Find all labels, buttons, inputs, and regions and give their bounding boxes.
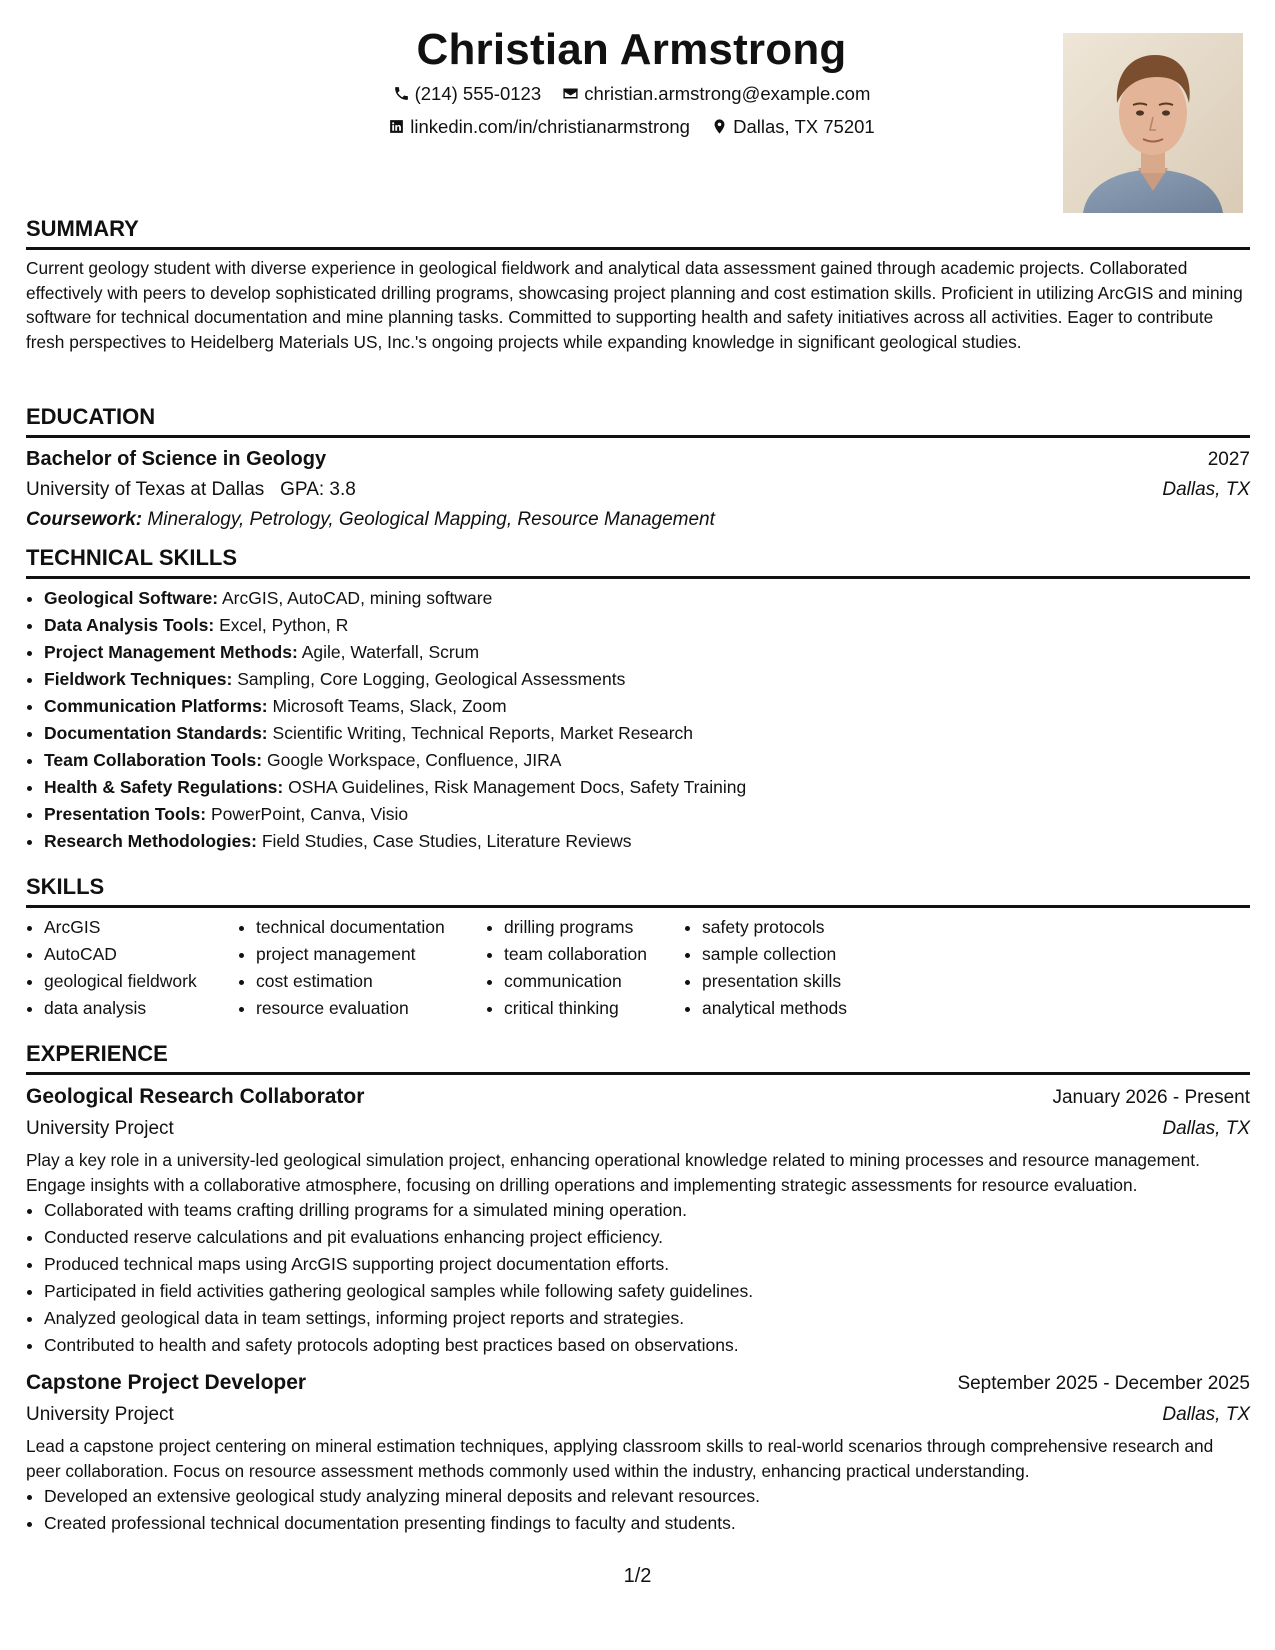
job-bullet: • Conducted reserve calculations and pit evaluations enhancing project efficiency.: [44, 1224, 1250, 1251]
job-title: Capstone Project Developer: [26, 1371, 307, 1394]
job-bullet: • Developed an extensive geological study analyzing mineral deposits and relevant resources.: [44, 1483, 1250, 1510]
job-dates: September 2025 - December 2025: [957, 1373, 1250, 1394]
job-dates: January 2026 - Present: [1052, 1087, 1250, 1108]
education-heading: EDUCATION: [26, 404, 156, 429]
job-bullets: [26, 1197, 1250, 1359]
linkedin-contact[interactable]: [388, 111, 690, 142]
technical-skill-value: ArcGIS, AutoCAD, mining software: [221, 588, 493, 608]
technical-skills-list: [26, 585, 1250, 855]
technical-skill-value: Google Workspace, Confluence, JIRA: [266, 750, 562, 770]
job-bullet: • Produced technical maps using ArcGIS supporting project documentation efforts.: [44, 1251, 1250, 1278]
location-contact: [711, 111, 875, 142]
technical-skill-value: Scientific Writing, Technical Reports, Market Research: [272, 723, 694, 743]
technical-skills-heading: TECHNICAL SKILLS: [26, 545, 238, 570]
technical-skill-label: Project Management Methods:: [44, 642, 298, 662]
section-divider: [26, 1072, 1250, 1075]
skills-column: [26, 914, 238, 1022]
linkedin-text[interactable]: linkedin.com/in/christianarmstrong: [410, 116, 690, 137]
technical-skill-value: PowerPoint, Canva, Visio: [210, 804, 409, 824]
job-org-row: [26, 1113, 1250, 1144]
job-bullet: • Collaborated with teams crafting drilling programs for a simulated mining operation.: [44, 1197, 1250, 1224]
experience-section: [26, 1040, 1250, 1537]
technical-skill-label: Team Collaboration Tools:: [44, 750, 263, 770]
job-entry: [26, 1367, 1250, 1537]
email-contact[interactable]: [562, 78, 870, 109]
skills-column: [684, 914, 902, 1022]
section-divider: [26, 435, 1250, 438]
technical-skill-value: OSHA Guidelines, Risk Management Docs, Safety Training: [288, 777, 747, 797]
job-title-row: [26, 1367, 1250, 1399]
job-bullet: • Contributed to health and safety protocols adopting best practices based on observations.: [44, 1332, 1250, 1359]
job-bullets: [26, 1483, 1250, 1537]
technical-skill-item: [44, 585, 1250, 612]
skills-columns: [26, 914, 1250, 1022]
skill-item: • presentation skills: [702, 968, 902, 995]
map-pin-icon: [711, 118, 728, 135]
technical-skill-item: [44, 612, 1250, 639]
technical-skill-item: [44, 693, 1250, 720]
section-divider: [26, 905, 1250, 908]
job-description: Lead a capstone project centering on mineral estimation techniques, applying classroom skills to real-world scenarios through comprehensive research and peer collaboration. Focus on resource assessment methods commonly used within the industry, enhancing practical understanding.: [26, 1436, 1214, 1481]
skill-item: • analytical methods: [702, 995, 902, 1022]
phone-text: (214) 555-0123: [414, 83, 542, 104]
summary-section: [26, 215, 1250, 354]
job-organization: University Project: [26, 1404, 174, 1425]
gpa: GPA: 3.8: [280, 479, 356, 500]
technical-skills-section: [26, 544, 1250, 855]
skill-item: • team collaboration: [504, 941, 684, 968]
technical-skill-item: [44, 666, 1250, 693]
candidate-name: Christian Armstrong: [416, 25, 847, 74]
graduation-year: 2027: [1207, 449, 1250, 470]
technical-skill-label: Communication Platforms:: [44, 696, 268, 716]
school-name: University of Texas at Dallas: [26, 479, 265, 500]
phone-contact: [393, 78, 542, 109]
skill-item: • communication: [504, 968, 684, 995]
job-bullet: • Analyzed geological data in team settings, informing project reports and strategies.: [44, 1305, 1250, 1332]
technical-skill-item: [44, 828, 1250, 855]
job-location: Dallas, TX: [1162, 1404, 1250, 1425]
degree-row: [26, 444, 1250, 475]
skill-item: • critical thinking: [504, 995, 684, 1022]
technical-skill-item: [44, 801, 1250, 828]
school-row: [26, 475, 1250, 505]
job-title: Geological Research Collaborator: [26, 1085, 365, 1108]
technical-skill-label: Documentation Standards:: [44, 723, 268, 743]
coursework-list: Mineralogy, Petrology, Geological Mapping, Resource Management: [147, 509, 715, 530]
skills-column: [238, 914, 486, 1022]
section-divider: [26, 247, 1250, 250]
technical-skill-label: Presentation Tools:: [44, 804, 207, 824]
skill-item: • sample collection: [702, 941, 902, 968]
skill-item: • resource evaluation: [256, 995, 486, 1022]
technical-skill-label: Health & Safety Regulations:: [44, 777, 284, 797]
skill-item: • drilling programs: [504, 914, 684, 941]
profile-photo: [1063, 33, 1243, 213]
technical-skill-value: Excel, Python, R: [219, 615, 349, 635]
skill-item: • geological fieldwork: [44, 968, 238, 995]
job-bullet: • Participated in field activities gathering geological samples while following safety guidelines.: [44, 1278, 1250, 1305]
coursework-label: Coursework:: [26, 509, 143, 530]
skill-item: • AutoCAD: [44, 941, 238, 968]
job-org-row: [26, 1399, 1250, 1430]
skill-item: • technical documentation: [256, 914, 486, 941]
job-description: Play a key role in a university-led geological simulation project, enhancing operational knowledge related to mining processes and resource management. Engage insights with a collaborative atmosphere, focusing on drilling operations and implementing strategic assessments for resource evaluation.: [26, 1150, 1200, 1195]
experience-jobs: [26, 1081, 1250, 1537]
school-info: [26, 475, 356, 505]
job-location: Dallas, TX: [1162, 1118, 1250, 1139]
linkedin-icon: [388, 118, 405, 135]
technical-skill-item: [44, 747, 1250, 774]
coursework-line: [26, 505, 1250, 535]
summary-text: Current geology student with diverse experience in geological fieldwork and analytical data assessment gained through academic projects. Collaborated effectively with peers to develop sophisticated drilling programs, showcasing project planning and cost estimation skills. Proficient in utilizing ArcGIS and mining software for technical documentation and mine planning tasks. Committed to supporting health and safety initiatives across all activities. Eager to contribute fresh perspectives to Heidelberg Materials US, Inc.'s ongoing projects while expanding knowledge in significant geological studies.: [26, 258, 1243, 352]
skill-item: • ArcGIS: [44, 914, 238, 941]
technical-skill-item: [44, 639, 1250, 666]
page-number: 1/2: [623, 1565, 652, 1587]
skill-item: • project management: [256, 941, 486, 968]
job-entry: [26, 1081, 1250, 1359]
skill-item: • data analysis: [44, 995, 238, 1022]
technical-skill-label: Data Analysis Tools:: [44, 615, 215, 635]
technical-skill-label: Research Methodologies:: [44, 831, 257, 851]
experience-heading: EXPERIENCE: [26, 1041, 168, 1066]
section-divider: [26, 576, 1250, 579]
skills-column: [486, 914, 684, 1022]
technical-skill-value: Microsoft Teams, Slack, Zoom: [272, 696, 507, 716]
job-organization: University Project: [26, 1118, 174, 1139]
job-bullet: • Created professional technical documentation presenting findings to faculty and students.: [44, 1510, 1250, 1537]
phone-icon: [393, 85, 410, 102]
skills-heading: SKILLS: [26, 874, 105, 899]
email-text[interactable]: christian.armstrong@example.com: [584, 83, 871, 104]
skills-section: [26, 873, 1250, 1022]
skill-item: • safety protocols: [702, 914, 902, 941]
technical-skill-value: Agile, Waterfall, Scrum: [301, 642, 480, 662]
envelope-icon: [562, 85, 579, 102]
technical-skill-item: [44, 774, 1250, 801]
education-section: [26, 403, 1250, 535]
technical-skill-value: Sampling, Core Logging, Geological Assessments: [237, 669, 626, 689]
technical-skill-label: Fieldwork Techniques:: [44, 669, 233, 689]
technical-skill-item: [44, 720, 1250, 747]
school-location: Dallas, TX: [1162, 479, 1250, 500]
degree-name: Bachelor of Science in Geology: [26, 448, 327, 470]
skill-item: • cost estimation: [256, 968, 486, 995]
job-title-row: [26, 1081, 1250, 1113]
summary-heading: SUMMARY: [26, 216, 139, 241]
location-text: Dallas, TX 75201: [733, 116, 875, 137]
technical-skill-value: Field Studies, Case Studies, Literature Reviews: [261, 831, 632, 851]
technical-skill-label: Geological Software:: [44, 588, 219, 608]
